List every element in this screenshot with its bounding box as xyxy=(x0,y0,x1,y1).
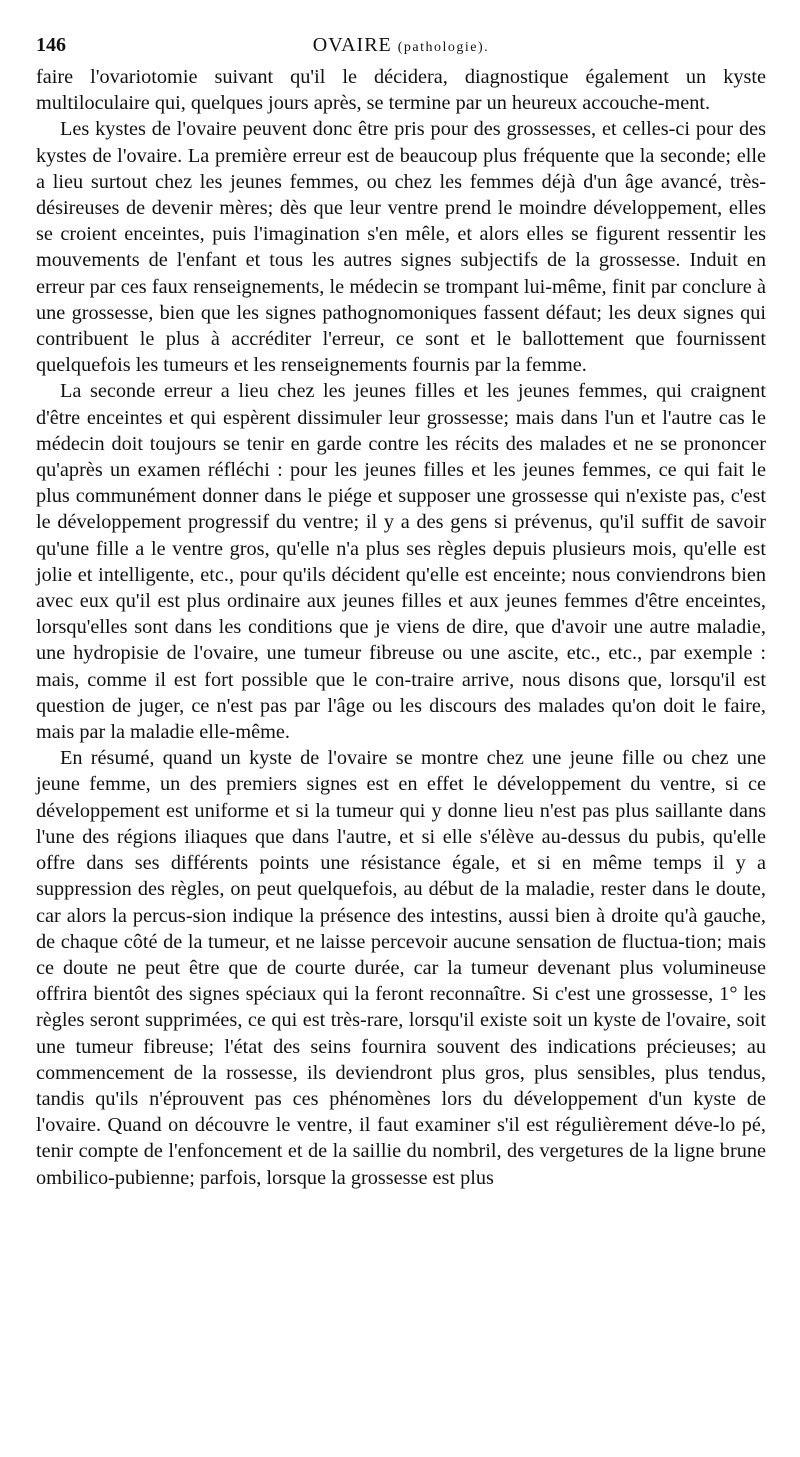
paragraph: La seconde erreur a lieu chez les jeunes filles et les jeunes femmes, qui craignent d'être enceintes et qui espèrent dissimuler leur grossesse; mais dans l'un et l'autre cas le médecin doit toujours se tenir en garde contre les récits des malades et ne se prononcer qu'après un examen réfléchi : pour les jeunes filles et les jeunes femmes, ce qui fait le plus communément donner dans le piége et supposer une grossesse qui n'existe pas, c'est le développement progressif du ventre; il y a des gens si prévenus, qu'il suffit de savoir qu'une fille a le ventre gros, qu'elle n'a plus ses règles depuis plusieurs mois, qu'elle est jolie et intelligente, etc., pour qu'ils décident qu'elle est enceinte; nous conviendrons bien avec eux qu'il est plus ordinaire aux jeunes filles et aux jeunes femmes d'être enceintes, lorsqu'elles sont dans les conditions que je viens de dire, que d'avoir une autre maladie, une hydropisie de l'ovaire, une tumeur fibreuse ou une ascite, etc., etc., par exemple : mais, comme il est fort possible que le con-traire arrive, nous disons que, lorsqu'il est question de juger, ce n'est pas par l'âge ou les discours des malades qu'on doit le faire, mais par la maladie elle-même. xyxy=(36,380,766,744)
page-number: 146 xyxy=(36,34,66,56)
page-header xyxy=(36,30,766,60)
paragraph: Les kystes de l'ovaire peuvent donc être pris pour des grossesses, et celles-ci pour des kystes de l'ovaire. La première erreur est de beaucoup plus fréquente que la seconde; elle a lieu surtout chez les jeunes femmes, ou chez les femmes déjà d'un âge avancé, très-désireuses de devenir mères; dès que leur ventre prend le moindre développement, elles se croient enceintes, puis l'imagination s'en mêle, et alors elles se figurent ressentir les mouvements de l'enfant et tous les autres signes subjectifs de la grossesse. Induit en erreur par ces faux renseignements, le médecin se trompant lui-même, finit par conclure à une grossesse, bien que les signes pathognomoniques fassent défaut; les deux signes qui contribuent le plus à accréditer l'erreur, ce sont et le ballottement que fournissent quelquefois les tumeurs et les renseignements fournis par la femme. xyxy=(36,118,766,377)
page xyxy=(36,30,766,1191)
running-head-subtitle: (pathologie). xyxy=(397,40,490,55)
running-head xyxy=(36,30,766,63)
running-head-title: OVAIRE xyxy=(312,34,392,56)
paragraph: En résumé, quand un kyste de l'ovaire se montre chez une jeune fille ou chez une jeune femme, un des premiers signes est en effet le développement du ventre, si ce développement est uniforme et si la tumeur qui y donne lieu n'est pas plus saillante dans l'une des régions iliaques que dans l'autre, et si elle s'élève au-dessus du pubis, qu'elle offre dans ses différents points une résistance égale, et si en même temps il y a suppression des règles, on peut quelquefois, au début de la maladie, rester dans le doute, car alors la percus-sion indique la présence des intestins, aussi bien à droite qu'à gauche, de chaque côté de la tumeur, et ne laisse percevoir aucune sensation de fluctua-tion; mais ce doute ne peut être que de courte durée, car la tumeur devenant plus volumineuse offrira bientôt des signes spéciaux qui la feront reconnaître. Si c'est une grossesse, 1° les règles seront supprimées, ce qui est très-rare, lorsqu'il existe soit un kyste de l'ovaire, soit une tumeur fibreuse; l'état des seins fournira souvent des indications précieuses; au commencement de la rossesse, ils deviendront plus gros, plus sensibles, plus tendus, tandis qu'ils n'éprouvent pas ces phénomènes lors du développement d'un kyste de l'ovaire. Quand on découvre le ventre, il faut examiner s'il est régulièrement déve-lo pé, tenir compte de l'enfoncement et de la saillie du nombril, des vergetures de la ligne brune ombilico-pubienne; parfois, lorsque la grossesse est plus xyxy=(36,747,766,1189)
body-text xyxy=(36,64,766,1191)
paragraph-continued: faire l'ovariotomie suivant qu'il le décidera, diagnostique également un kyste multiloculaire qui, quelques jours après, se termine par un heureux accouche-ment. xyxy=(36,66,766,115)
